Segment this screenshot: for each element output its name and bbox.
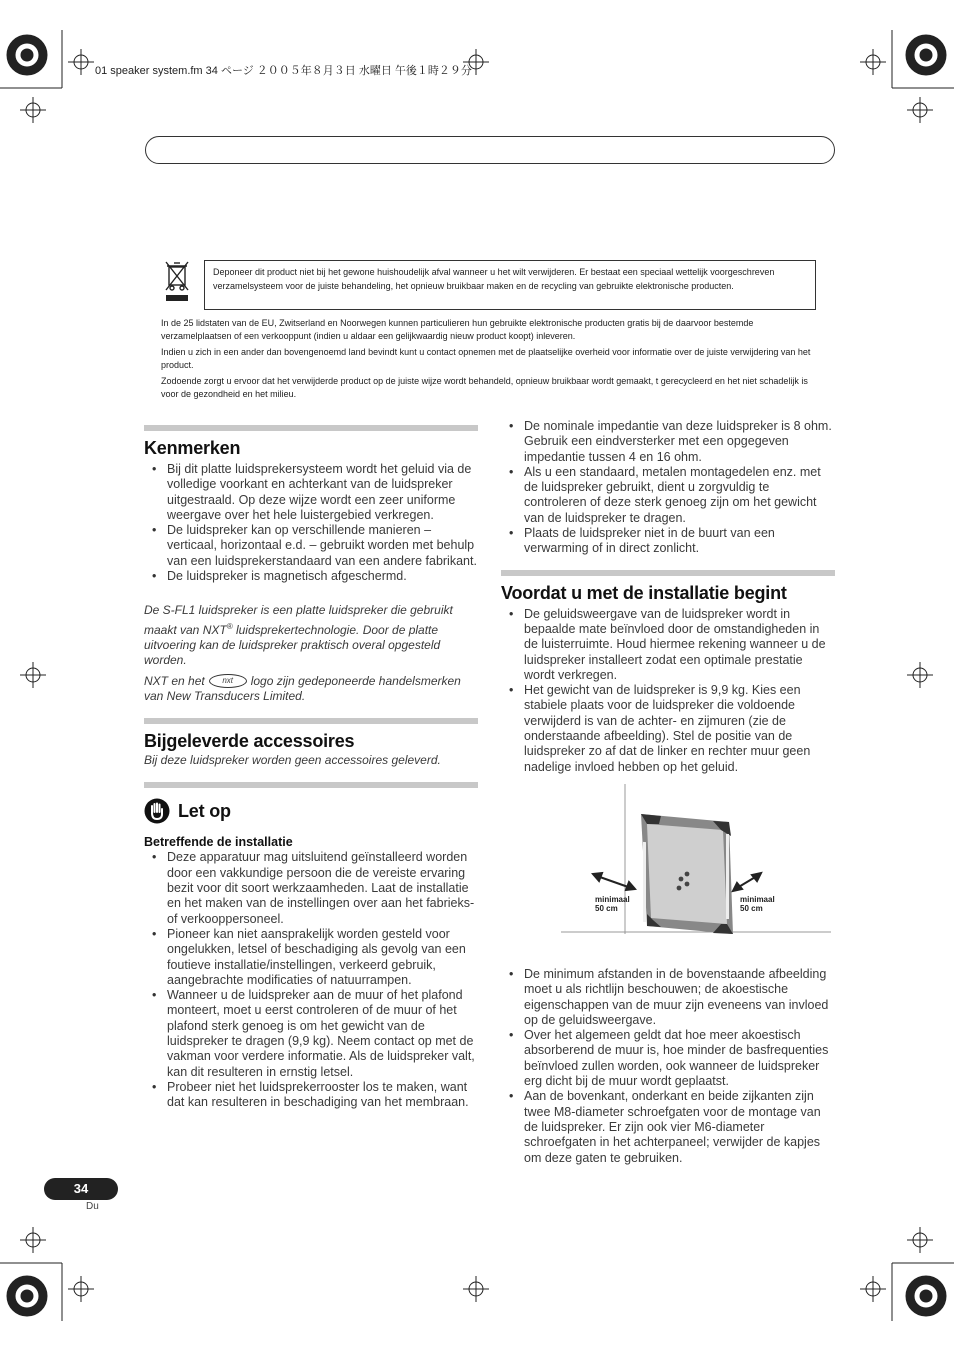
- list-item: • Probeer niet het luidsprekerrooster los te maken, want dat kan resulteren in beschadiging van het membraan.: [144, 1080, 478, 1111]
- section-rule: [144, 425, 478, 431]
- list-item: • Deze apparatuur mag uitsluitend geïnstalleerd worden door een vakkundige persoon die de vereiste ervaring bezit voor dit soort werkzaamheden. Laat de installatie en het maken van de instellingen over aan het fabrieks- of verkooppersoneel.: [144, 850, 478, 926]
- voordat-list-2: [501, 967, 835, 1166]
- corner-sunburst-bottom-left: [7, 1276, 47, 1316]
- nxt-note-text: luidsprekertechnologie. Door de platte uitvoering kan de luidspreker praktisch overal opgesteld worden.: [144, 622, 441, 668]
- crossed-bin-icon: [160, 260, 194, 304]
- distance-label-value: 50 cm: [740, 903, 763, 913]
- crosshair-target: [860, 1276, 886, 1302]
- list-item: • Wanneer u de luidspreker aan de muur of het plafond monteert, moet u eerst controleren of de muur of het plafond sterk genoeg is om het gewicht van de luidspreker te dragen (9,9 kg). Neem contact op met de vakman voor verdere informatie. Als de luidspreker valt, kan dit resulteren in ernstig letsel.: [144, 988, 478, 1080]
- crosshair-target: [907, 97, 933, 123]
- left-distance-label: [595, 895, 630, 913]
- list-item: • Pioneer kan niet aansprakelijk worden gesteld voor ongelukken, letsel of beschadiging als gevolg van een foutieve installatie/instellingen, verkeerd gebruik, aangebrachte modificaties of natuurrampen.: [144, 927, 478, 988]
- nxt-note-text: De S-FL1 luidspreker is een platte luidspreker die gebruikt maakt van NXT: [144, 603, 453, 637]
- letop-heading: [144, 798, 478, 824]
- language-code: Du: [86, 1201, 99, 1212]
- list-item: • De nominale impedantie van deze luidspreker is 8 ohm. Gebruik een eindversterker met een opgegeven impedantie tussen 4 en 16 ohm.: [501, 419, 835, 465]
- distance-label-value: 50 cm: [595, 903, 618, 913]
- trademark-note: [144, 674, 478, 705]
- trademark-text: logo zijn gedeponeerde handelsmerken van New Transducers Limited.: [144, 673, 461, 703]
- section-title-letop: Let op: [178, 800, 231, 821]
- section-title-kenmerken: Kenmerken: [144, 438, 241, 458]
- recycling-notice-box: Deponeer dit product niet bij het gewone huishoudelijk afval wanneer u het wilt verwijderen. Er bestaat een speciaal wettelijk voorgeschreven verzamelsysteem voor de juiste behandeling, het opnieuw bruikbaar maken en de recycling van gebruikte elektronische producten.: [204, 260, 816, 310]
- list-item: • Over het algemeen geldt dat hoe meer akoestisch absorberend de muur is, hoe minder de basfrequenties beïnvloed zullen worden, ook wanneer de luidspreker erg dicht bij de muur wordt geplaatst.: [501, 1028, 835, 1089]
- nxt-note: [144, 603, 478, 668]
- right-distance-label: [740, 895, 775, 913]
- recycling-paragraph: Zodoende zorgt u ervoor dat het verwijderde product op de juiste wijze wordt behandeld, opnieuw bruikbaar wordt gemaakt, t gerecycleerd en het niet schadelijk is voor de gezondheid en het milieu.: [161, 376, 808, 399]
- crosshair-target: [907, 662, 933, 688]
- list-item: • De luidspreker is magnetisch afgeschermd.: [144, 569, 478, 584]
- left-column: [144, 425, 478, 1111]
- section-rule: [501, 570, 835, 576]
- crosshair-target: [68, 49, 94, 75]
- accessoires-text: Bij deze luidspreker worden geen accessoires geleverd.: [144, 753, 441, 768]
- recycling-paragraph: In de 25 lidstaten van de EU, Zwitserland en Noorwegen kunnen particulieren hun gebruikte elektronische producten gratis bij de daarvoor bestemde verzamelplaatsen of een verkooppunt (indien u aldaar een gelijkwaardig nieuw product koopt) inleveren.: [161, 318, 754, 341]
- page-number-badge: 34: [44, 1178, 118, 1200]
- corner-sunburst-top-right: [906, 35, 946, 75]
- print-header-line: 01 speaker system.fm 34 ページ ２００５年８月３日 水曜日 午後１時２９分: [95, 65, 472, 77]
- voordat-list: [501, 607, 835, 775]
- flat-speaker-drawing: [641, 814, 733, 934]
- right-top-list: [501, 419, 835, 557]
- letop-list: [144, 850, 478, 1110]
- list-item: • Als u een standaard, metalen montagedelen enz. met de luidspreker gebruikt, dient u zorgvuldig te controleren of deze sterk genoeg zijn om het gewicht van de luidspreker te dragen.: [501, 465, 835, 526]
- section-title-accessoires: Bijgeleverde accessoires: [144, 731, 355, 752]
- crosshair-target: [907, 1227, 933, 1253]
- list-item: • Bij dit platte luidsprekersysteem wordt het geluid via de volledige voorkant en achterkant van de luidspreker uitgestraald. Op deze wijze wordt een zeer uniforme weergave over het hele luistergebied verkregen.: [144, 462, 478, 523]
- right-column: [501, 419, 835, 1166]
- crosshair-target: [860, 49, 886, 75]
- crosshair-target: [68, 1276, 94, 1302]
- registered-mark: ®: [226, 621, 233, 631]
- recycling-paragraph: Indien u zich in een ander dan bovengenoemd land bevindt kunt u contact opnemen met de plaatselijke overheid voor informatie over de juiste verwijdering van het product.: [161, 347, 811, 370]
- crosshair-target: [20, 97, 46, 123]
- list-item: • Plaats de luidspreker niet in de buurt van een verwarming of in direct zonlicht.: [501, 526, 835, 557]
- list-item: • De minimum afstanden in de bovenstaande afbeelding moet u als richtlijn beschouwen; de akoestische eigenschappen van de muur zijn eveneens van invloed op de geluidsweergave.: [501, 967, 835, 1028]
- kenmerken-list: [144, 462, 478, 584]
- crosshair-target: [20, 1227, 46, 1253]
- nxt-logo-icon: nxt: [209, 674, 247, 688]
- caution-hand-icon: [144, 798, 170, 824]
- trademark-text: NXT en het: [144, 673, 205, 688]
- section-rule: [144, 718, 478, 724]
- speaker-placement-diagram: [501, 784, 835, 964]
- list-item: • De geluidsweergave van de luidspreker wordt in bepaalde mate beïnvloed door de omstandigheden in de luisterruimte. Houd hiermee rekening wanneer u de luidspreker installeert zodat een optimale prestatie wordt verkregen.: [501, 607, 835, 683]
- placement-figure: [501, 784, 835, 964]
- crosshair-target: [463, 1276, 489, 1302]
- list-item: • Het gewicht van de luidspreker is 9,9 kg. Kies een stabiele plaats voor de luidspreker die voldoende verwijderd is van de achter- en zijmuren (zie de onderstaande afbeelding). Stel de positie van de luidspreker zo af dat de linker en rechter muur geen nadelige invloed hebben op het geluid.: [501, 683, 835, 775]
- corner-sunburst-top-left: [7, 35, 47, 75]
- letop-subtitle: Betreffende de installatie: [144, 835, 293, 850]
- distance-label-text: minimaal: [595, 894, 630, 904]
- corner-sunburst-bottom-right: [906, 1276, 946, 1316]
- distance-label-text: minimaal: [740, 894, 775, 904]
- section-title-voordat: Voordat u met de installatie begint: [501, 582, 787, 603]
- list-item: • Aan de bovenkant, onderkant en beide zijkanten zijn twee M8-diameter schroefgaten voor de montage van de luidspreker. Er zijn ook vier M6-diameter schroefgaten in het achterpaneel; verwijder de kapjes om deze gaten te gebruiken.: [501, 1089, 835, 1165]
- chapter-tab-bar: [145, 136, 835, 164]
- list-item: • De luidspreker kan op verschillende manieren – verticaal, horizontaal e.d. – gebruikt worden met behulp van een luidsprekerstandaard van een andere fabrikant.: [144, 523, 478, 569]
- crosshair-target: [20, 662, 46, 688]
- section-rule: [144, 782, 478, 788]
